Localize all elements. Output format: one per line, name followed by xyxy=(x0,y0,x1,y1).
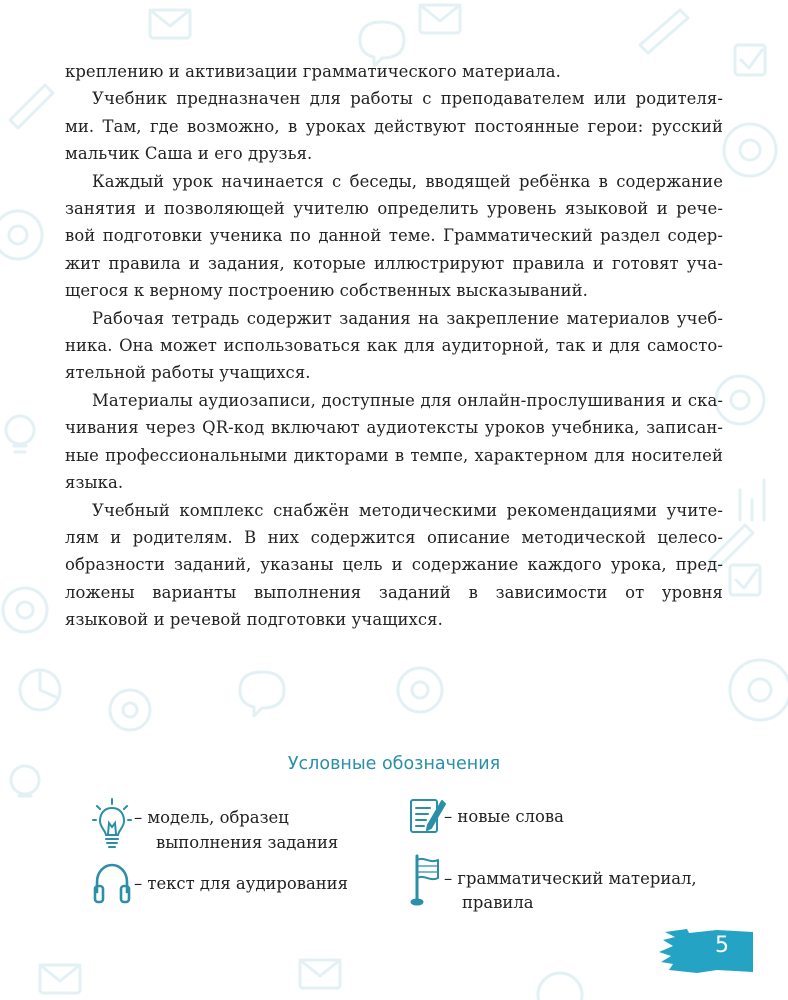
text-line: Рабочая тетрадь содержит задания на закрепление материалов учеб- xyxy=(92,308,723,328)
body-text xyxy=(65,58,723,634)
paragraph-4 xyxy=(65,305,723,387)
legend-model-line2: выполнения задания xyxy=(156,833,339,852)
text-line: ми. Там, где возможно, в уроках действуют постоянные герои: русский xyxy=(65,116,723,136)
paragraph-2 xyxy=(65,85,723,167)
text-line: Материалы аудиозаписи, доступные для онлайн-прослушивания и ска- xyxy=(92,390,723,410)
paragraph-3 xyxy=(65,168,723,305)
text-line: ложены варианты выполнения заданий в зависимости от уровня xyxy=(65,582,723,602)
text-line: языка. xyxy=(65,473,124,493)
text-line: мальчик Саша и его друзья. xyxy=(65,144,313,164)
badge-background xyxy=(657,926,753,976)
text-line: щегося к верному построению собственных высказываний. xyxy=(65,281,588,301)
paragraph-1 xyxy=(65,58,723,85)
text-line: креплению и активизации грамматического материала. xyxy=(65,62,561,81)
text-line: занятия и позволяющей учителю определить уровень языковой и рече- xyxy=(65,199,723,219)
text-line: языковой и речевой подготовки учащихся. xyxy=(65,610,443,630)
headphones-icon xyxy=(92,860,132,906)
page-number-badge xyxy=(657,926,753,976)
legend-listening-text: – текст для аудирования xyxy=(134,874,348,893)
text-line: ятельной работы учащихся. xyxy=(65,363,311,383)
text-line: Учебный комплекс снабжён методическими рекомендациями учите- xyxy=(92,500,723,520)
text-line: лям и родителям. В них содержится описание методической целесо- xyxy=(65,527,723,547)
notepad-pencil-icon xyxy=(408,795,446,837)
legend-grammar-line1: – грамматический материал, xyxy=(444,869,697,888)
text-line: ные профессиональными дикторами в темпе, характерном для носителей xyxy=(65,445,723,465)
paragraph-5 xyxy=(65,387,723,497)
page-number: 5 xyxy=(715,933,729,958)
legend-grammar-line2: правила xyxy=(462,893,534,912)
text-line: ника. Она может использоваться как для аудиторной, так и для самосто- xyxy=(65,336,723,356)
legend-new-words-text: – новые слова xyxy=(444,807,564,826)
legend-model-line1: – модель, образец xyxy=(134,808,289,827)
text-line: вой подготовки ученика по данной теме. Грамматический раздел содер- xyxy=(65,226,723,246)
flag-icon xyxy=(408,852,448,908)
lightbulb-icon xyxy=(92,796,132,852)
text-line: Каждый урок начинается с беседы, вводящей ребёнка в содержание xyxy=(92,171,723,191)
paragraph-6 xyxy=(65,497,723,634)
text-line: жит правила и задания, которые иллюстрируют правила и готовят уча- xyxy=(65,253,723,273)
legend-title: Условные обозначения xyxy=(287,754,501,774)
text-line: чивания через QR-код включают аудиотексты уроков учебника, записан- xyxy=(65,418,723,438)
text-line: Учебник предназначен для работы с преподавателем или родителя- xyxy=(92,89,723,109)
text-line: образности заданий, указаны цель и содержание каждого урока, пред- xyxy=(65,555,723,575)
